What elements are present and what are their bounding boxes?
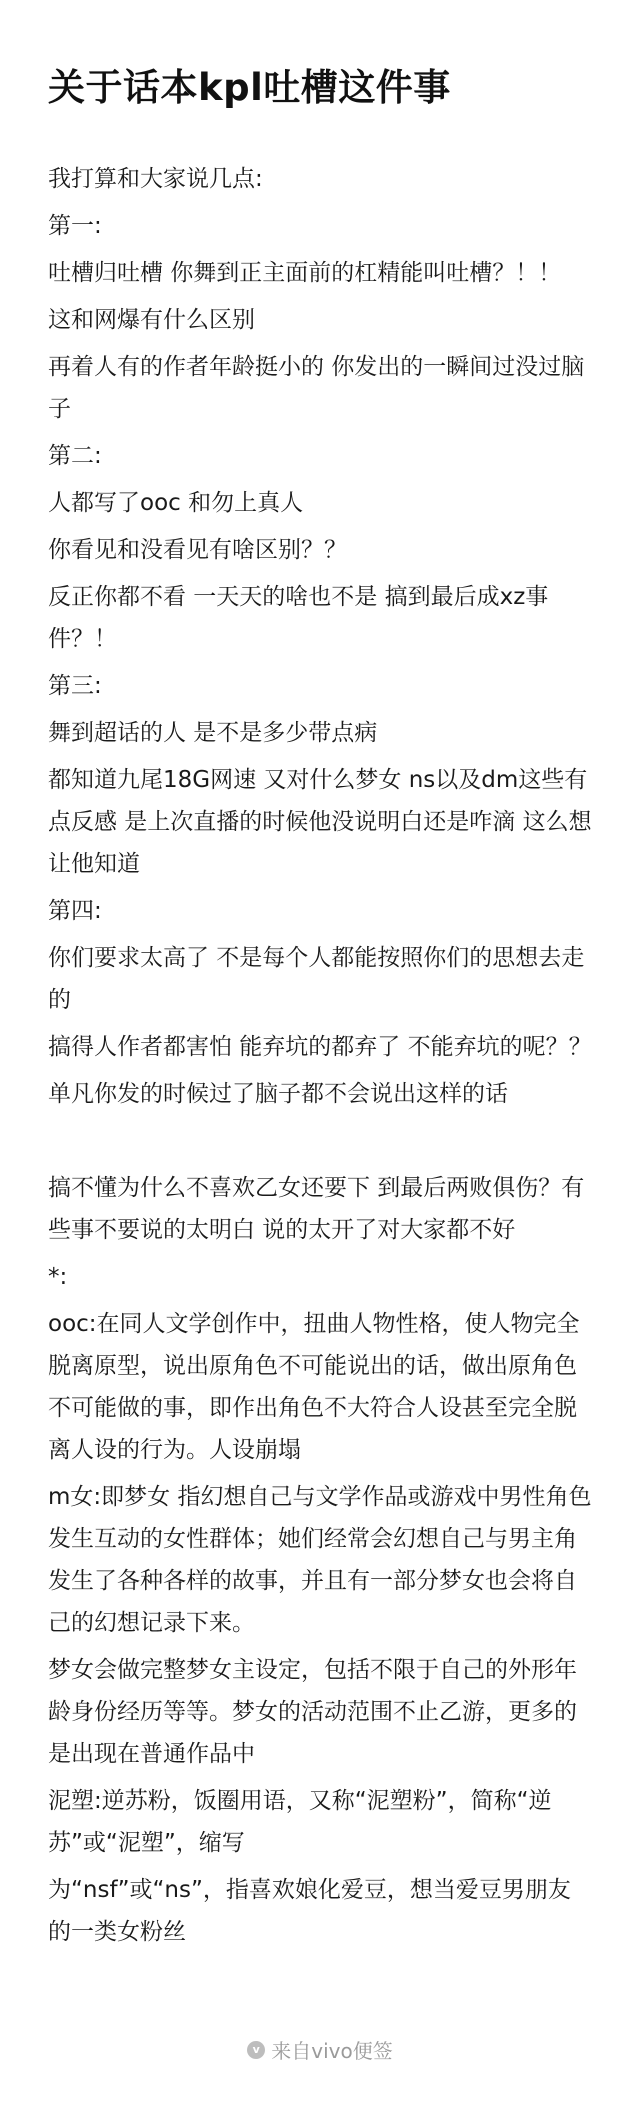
note-title: 关于话本kpl吐槽这件事 bbox=[48, 66, 451, 109]
vivo-logo-icon: v bbox=[247, 2041, 265, 2059]
note-paragraph: 你们要求太高了 不是每个人都能按照你们的思想去走的 bbox=[48, 945, 585, 1013]
note-paragraph: 再着人有的作者年龄挺小的 你发出的一瞬间过没过脑子 bbox=[48, 354, 585, 422]
note-paragraph: 第一: bbox=[48, 213, 102, 239]
note-blank-line bbox=[48, 1120, 592, 1162]
source-footer bbox=[0, 2035, 640, 2064]
note-paragraph: 都知道九尾18G网速 又对什么梦女 ns以及dm这些有点反感 是上次直播的时候他没说明白还是咋滴 这么想让他知道 bbox=[48, 767, 592, 877]
note-paragraph: 人都写了ooc 和勿上真人 bbox=[48, 490, 304, 516]
note-paragraph: 为“nsf”或“ns”，指喜欢娘化爱豆，想当爱豆男朋友的一类女粉丝 bbox=[48, 1877, 571, 1945]
note-paragraph: *: bbox=[48, 1264, 68, 1290]
note-paragraph: 舞到超话的人 是不是多少带点病 bbox=[48, 720, 378, 746]
source-label: 来自vivo便签 bbox=[271, 2039, 393, 2063]
note-paragraph: 泥塑:逆苏粉，饭圈用语，又称“泥塑粉”，简称“逆苏”或“泥塑”，缩写 bbox=[48, 1788, 552, 1856]
note-body bbox=[48, 158, 592, 1953]
note-paragraph: 反正你都不看 一天天的啥也不是 搞到最后成xz事件？！ bbox=[48, 584, 549, 652]
note-paragraph: 第三: bbox=[48, 673, 102, 699]
note-paragraph: 单凡你发的时候过了脑子都不会说出这样的话 bbox=[48, 1081, 508, 1107]
note-paragraph: m女:即梦女 指幻想自己与文学作品或游戏中男性角色发生互动的女性群体；她们经常会幻想自己与男主角发生了各种各样的故事，并且有一部分梦女也会将自己的幻想记录下来。 bbox=[48, 1484, 592, 1636]
note-paragraph: 梦女会做完整梦女主设定，包括不限于自己的外形年龄身份经历等等。梦女的活动范围不止乙游，更多的是出现在普通作品中 bbox=[48, 1657, 577, 1767]
note-paragraph: 搞不懂为什么不喜欢乙女还要下 到最后两败俱伤？有些事不要说的太明白 说的太开了对大家都不好 bbox=[48, 1175, 585, 1243]
note-paragraph: 第二: bbox=[48, 443, 102, 469]
note-paragraph: 这和网爆有什么区别 bbox=[48, 307, 255, 333]
note-paragraph: ooc:在同人文学创作中，扭曲人物性格，使人物完全脱离原型，说出原角色不可能说出的话，做出原角色不可能做的事，即作出角色不大符合人设甚至完全脱离人设的行为。人设崩塌 bbox=[48, 1311, 580, 1463]
note-paragraph: 你看见和没看见有啥区别？？ bbox=[48, 537, 347, 563]
note-paragraph: 第四: bbox=[48, 898, 102, 924]
note-paragraph: 吐槽归吐槽 你舞到正主面前的杠精能叫吐槽？！！ bbox=[48, 260, 562, 286]
note-paragraph: 搞得人作者都害怕 能弃坑的都弃了 不能弃坑的呢？？ bbox=[48, 1034, 592, 1060]
note-paragraph: 我打算和大家说几点: bbox=[48, 166, 263, 192]
